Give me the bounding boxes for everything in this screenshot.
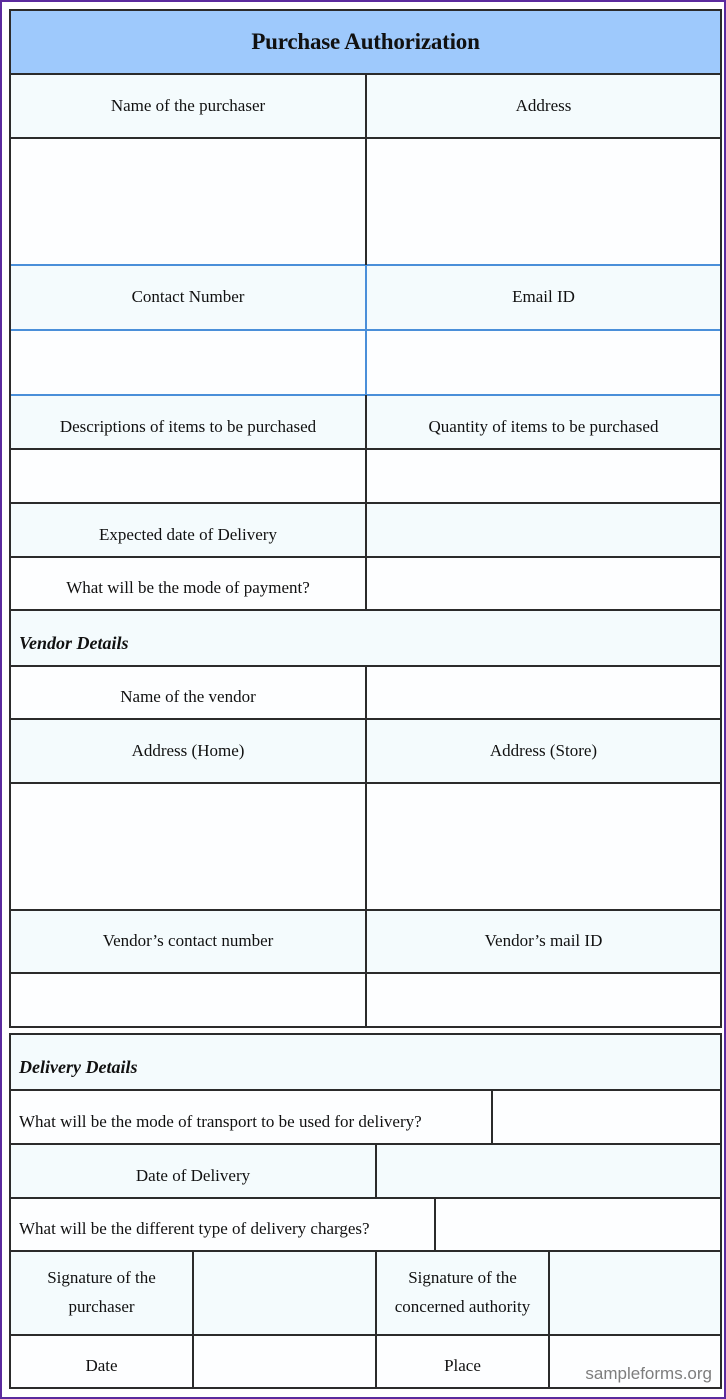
column-divider	[434, 1198, 436, 1251]
email-id-label: Email ID	[366, 265, 721, 330]
column-divider	[491, 1090, 493, 1144]
column-divider	[375, 1251, 377, 1388]
vendor-details-heading: Vendor Details	[10, 610, 721, 666]
vendor-address-home-field[interactable]	[10, 783, 366, 910]
vendor-mail-field[interactable]	[366, 973, 721, 1027]
column-divider	[365, 74, 367, 265]
column-divider	[548, 1251, 550, 1388]
column-divider	[365, 395, 367, 610]
purchaser-address-label: Address	[366, 74, 721, 138]
table1-border-right	[720, 9, 722, 1028]
email-id-field[interactable]	[366, 330, 721, 395]
column-divider	[365, 666, 367, 1027]
contact-number-field[interactable]	[10, 330, 366, 395]
divider	[10, 1197, 722, 1199]
contact-number-label: Contact Number	[10, 265, 366, 330]
vendor-address-home-label: Address (Home)	[10, 719, 366, 783]
divider	[10, 1250, 722, 1252]
transport-mode-label: What will be the mode of transport to be used for delivery?	[10, 1090, 492, 1144]
payment-mode-label: What will be the mode of payment?	[10, 557, 366, 610]
delivery-date-field[interactable]	[376, 1144, 721, 1198]
vendor-contact-field[interactable]	[10, 973, 366, 1027]
column-divider	[192, 1251, 194, 1388]
divider	[10, 1334, 722, 1336]
expected-date-field[interactable]	[366, 503, 721, 557]
vendor-address-store-field[interactable]	[366, 783, 721, 910]
expected-date-label: Expected date of Delivery	[10, 503, 366, 557]
signature-purchaser-label: Signature of the purchaser	[10, 1251, 193, 1335]
column-divider	[365, 265, 367, 395]
delivery-date-label: Date of Delivery	[10, 1144, 376, 1198]
watermark: sampleforms.org	[585, 1364, 712, 1383]
delivery-details-heading: Delivery Details	[10, 1034, 721, 1090]
signature-authority-label: Signature of the concerned authority	[376, 1251, 549, 1335]
divider	[10, 1143, 722, 1145]
vendor-address-store-label: Address (Store)	[366, 719, 721, 783]
vendor-contact-label: Vendor’s contact number	[10, 910, 366, 973]
sign-date-label: Date	[10, 1335, 193, 1388]
divider	[10, 1089, 722, 1091]
table1-border-top	[10, 9, 722, 11]
sign-date-field[interactable]	[193, 1335, 376, 1388]
vendor-name-label: Name of the vendor	[10, 666, 366, 719]
table1-border-left	[9, 9, 11, 1028]
signature-purchaser-field[interactable]	[193, 1251, 376, 1335]
vendor-mail-label: Vendor’s mail ID	[366, 910, 721, 973]
vendor-name-field[interactable]	[366, 666, 721, 719]
transport-mode-field[interactable]	[492, 1090, 721, 1144]
descriptions-field[interactable]	[10, 449, 366, 503]
descriptions-label: Descriptions of items to be purchased	[10, 395, 366, 449]
delivery-charges-label: What will be the different type of delivery charges?	[10, 1198, 435, 1251]
form-title: Purchase Authorization	[10, 10, 721, 74]
place-label: Place	[376, 1335, 549, 1388]
quantity-label: Quantity of items to be purchased	[366, 395, 721, 449]
delivery-charges-field[interactable]	[435, 1198, 721, 1251]
column-divider	[375, 1144, 377, 1198]
table2-border-left	[9, 1033, 11, 1389]
payment-mode-field[interactable]	[366, 557, 721, 610]
purchaser-name-field[interactable]	[10, 138, 366, 265]
table2-border-top	[10, 1033, 722, 1035]
purchaser-address-field[interactable]	[366, 138, 721, 265]
page-background	[2, 2, 724, 1397]
purchaser-name-label: Name of the purchaser	[10, 74, 366, 138]
table2-border-right	[720, 1033, 722, 1389]
signature-authority-field[interactable]	[549, 1251, 721, 1335]
table2-border-bottom	[10, 1387, 722, 1389]
quantity-field[interactable]	[366, 449, 721, 503]
